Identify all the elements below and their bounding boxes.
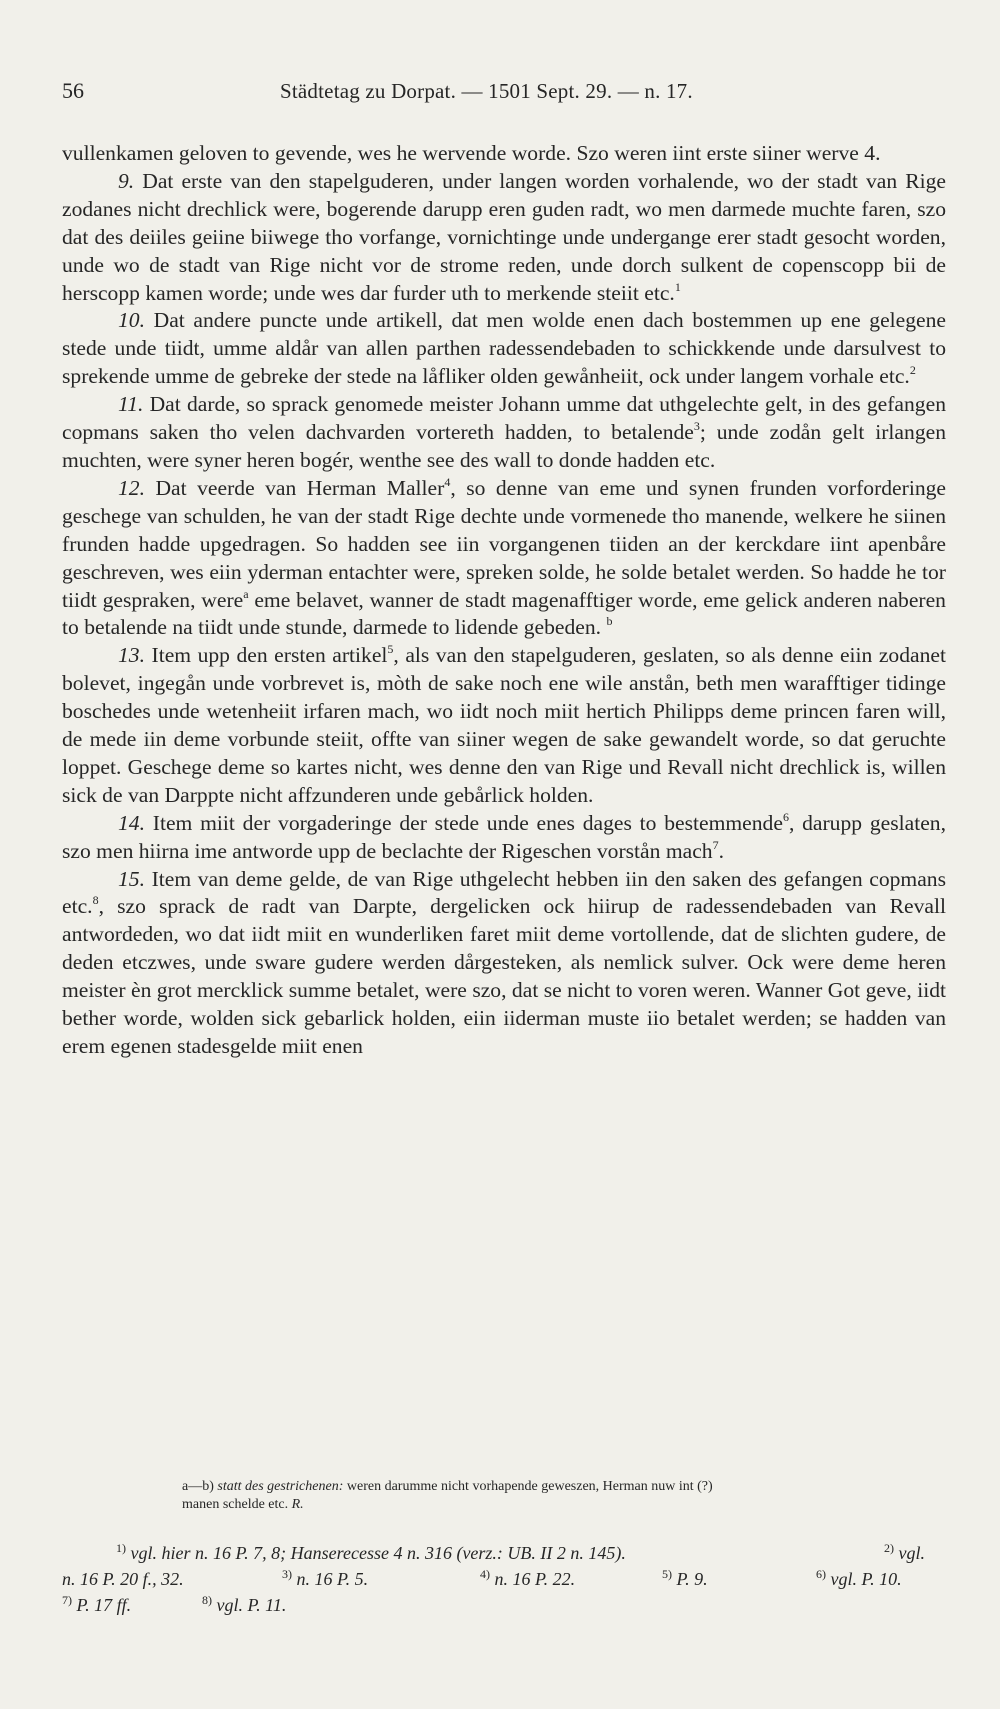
paragraph-10: 10. Dat andere puncte unde artikell, dat men wolde enen dach bostemmen up ene gelegene stede unde tiidt, umme aldår van allen parthen radessendebaden to schickkende unde darsulvest to sprekende umme de gebreke der stede na låfliker olden gewånheiit, ock under langem vorhale etc.$^2$ — [62, 308, 946, 389]
footnote-7: $^{7)}$ P. 17 ff. — [62, 1593, 132, 1615]
paragraph-14: 14. Item miit der vorgaderinge der stede unde enes dages to bestemmende$^6$, darupp geslaten, szo men hiirna ime antworde upp de beclachte der Rigeschen vorstån mach$^7$. — [62, 809, 946, 863]
paragraph-number: 11. — [118, 392, 144, 417]
footnote-ref-3[interactable]: 3 — [693, 419, 700, 434]
footnote-2-cont: n. 16 P. 20 f., 32. — [62, 1569, 184, 1589]
variant-ref-b[interactable]: b — [606, 614, 613, 629]
footnote-ref-5[interactable]: 5 — [387, 642, 394, 657]
paragraph-12: 12. Dat veerde van Herman Maller$^4$, so denne van eme und synen frunden vorforderinge geschege van schulden, he van der stadt Rige dechte unde vormenede tho manende, welkere he siinen frunden hadde upgedragen. So hadden see iin vorgangenen tiiden an der kerckdare iint apenbåre geschreven, wes eiin yderman entachter were, spreken solde, he solde betalet werden. So hadde he tor tiidt gespraken, were$^a$ eme belavet, wanner de stadt magenafftiger worde, eme gelick anderen naberen to betalende na tiidt unde stunde, darmede to lidende gebeden. $^b$ — [62, 474, 947, 640]
footnote-4: $^{4)}$ n. 16 P. 22. — [480, 1567, 576, 1589]
footnote-ref-4[interactable]: 4 — [444, 474, 451, 489]
variant-apparatus — [62, 1478, 942, 1514]
footnote-ref-7[interactable]: 7 — [712, 837, 719, 852]
footnote-row — [62, 1566, 942, 1592]
page-number: 56 — [62, 78, 84, 103]
paragraph-11: 11. Dat darde, so sprack genomede meister Johann umme dat uthgelechte gelt, in des gefangen copmans saken tho velen dachvarden vortereth hadden, to betalende$^3$; unde zodån gelt irlangen muchten, were syner heren bogér, wenthe see des wall to donde hadden etc. — [62, 392, 946, 472]
footnote-2: $^{2)}$ vgl. — [884, 1541, 925, 1563]
paragraph-15: 15. Item van deme gelde, de van Rige uthgelecht hebben iin den saken des gefangen copmans etc.$^8$, szo sprack de radt van Darpte, dergelicken ock hiirup de radessendebaden van Revall antwordeden, wo dat iidt miit en wunderliken faret miit deme vortollende, dat de slichten gudere, de deden etczwes, unde sware gudere werden dårgesteken, als nemlick sulver. Ock were deme heren meister èn grot mercklick summe betalet, were szo, dat se nicht to voren weren. Wanner Got geve, iidt bether worde, wolden sick gebarlick holden, eiin iiderman muste iio betalet werden; se hadden van erem egenen stadesgelde miit enen — [62, 866, 946, 1058]
paragraph-number: 14. — [118, 810, 145, 835]
running-title: Städtetag zu Dorpat. — 1501 Sept. 29. — n. 17. — [280, 79, 693, 103]
paragraph-number: 13. — [118, 643, 145, 668]
footnote-1: $^{1)}$ vgl. hier n. 16 P. 7, 8; Hanserecesse 4 n. 316 (verz.: UB. II 2 n. 145). — [116, 1541, 626, 1563]
main-text — [62, 140, 946, 1061]
paragraph-number: 9. — [118, 168, 135, 193]
footnote-6: $^{6)}$ vgl. P. 10. — [816, 1567, 902, 1589]
variant-note-line-1: a—b) statt des gestrichenen: weren darumme nicht vorhapende geweszen, Herman nuw int (?) — [182, 1479, 713, 1494]
paragraph-number: 10. — [118, 308, 145, 333]
footnote-ref-1[interactable]: 1 — [674, 279, 681, 294]
paragraph-continuation: vullenkamen geloven to gevende, wes he wervende worde. Szo weren iint erste siiner werve 4. — [62, 141, 881, 165]
variant-ref-a[interactable]: a — [243, 586, 249, 601]
footnote-ref-6[interactable]: 6 — [782, 809, 789, 824]
variant-note-line-2: manen schelde etc. R. — [182, 1497, 304, 1512]
paragraph-number: 12. — [118, 475, 145, 500]
footnotes — [62, 1540, 942, 1618]
footnote-row — [62, 1540, 942, 1566]
paragraph-13: 13. Item upp den ersten artikel$^5$, als van den stapelguderen, geslaten, so als denne eiin zodanet bolevet, ingegån unde vorbrevet is, mòth de sake noch ene wile anstån, beth men warafftiger tidinge boschedes unde wetenheiit irfaren mach, wo iidt noch miit hertich Philipps deme princen faren will, de mede iin deme vorbunde steiit, offte van siiner wegen de sake gewandelt worde, so dat geruchte loppet. Geschege deme so kartes nicht, wes denne den van Rige und Revall nicht drechlick is, willen sick de van Darppte nicht affzunderen unde gebårlick holden. — [62, 642, 946, 807]
paragraph-number: 15. — [118, 866, 145, 891]
footnote-ref-8[interactable]: 8 — [92, 893, 99, 908]
paragraph-9: 9. Dat erste van den stapelguderen, under langen worden vorhalende, wo der stadt van Rige zodanes nicht drechlick were, bogerende darupp eren guden radt, wo men darmede muchte faren, szo dat des deiiles geiine biiwege tho vorfange, vornichtinge unde undergange erer stadt gesocht worden, unde wo de stadt van Rige nicht vor de strome reden, unde dorch sulkent de copenscopp bii de herscopp kamen worde; unde wes dar furder uth to merkende steiit etc.$^1$ — [62, 168, 946, 305]
footnote-5: $^{5)}$ P. 9. — [662, 1567, 708, 1589]
footnote-row — [62, 1592, 942, 1618]
footnote-8: $^{8)}$ vgl. P. 11. — [202, 1593, 287, 1615]
footnote-3: $^{3)}$ n. 16 P. 5. — [282, 1567, 369, 1589]
footnote-ref-2[interactable]: 2 — [909, 363, 916, 378]
